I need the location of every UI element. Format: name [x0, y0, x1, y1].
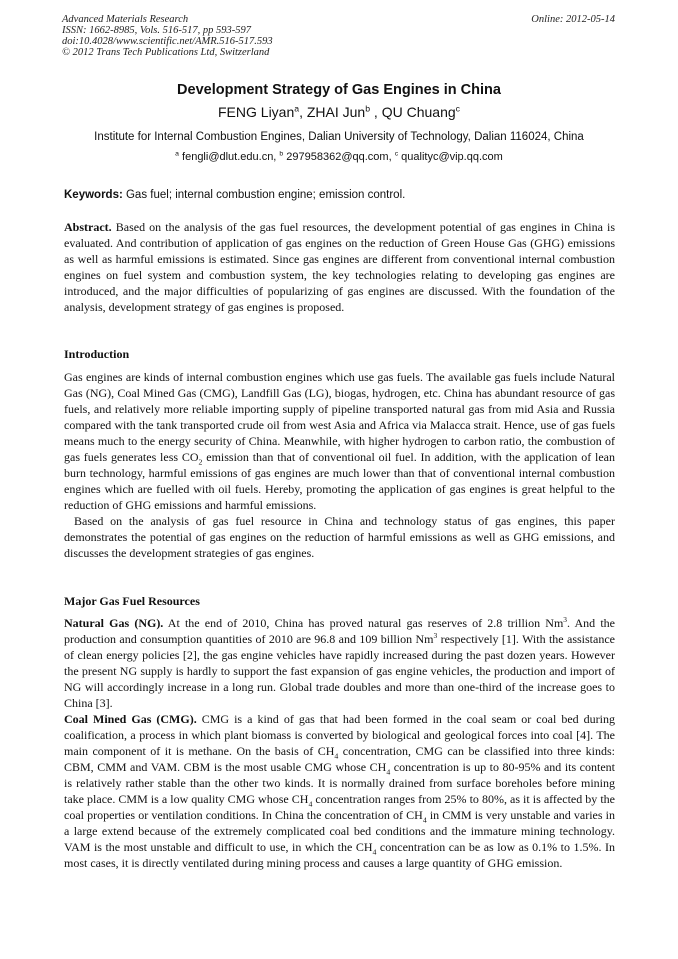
ng-paragraph: Natural Gas (NG). At the end of 2010, China has proved natural gas reserves of 2.8 trillion Nm$^3$. And the production and consumption quantities of 2010 are 96.8 and 109 billion Nm$^3$ respectively [1]. With the assistance of clean energy policies [2], the gas engine vehicles have rapidly increased during the past dozen years. However the present NG supply is hardly to support the fast expansion of gas engine vehicles, the production and import of NG will accordingly increase in a long run. Global trade doubles and more than one-third of the increase goes to China [3]. [64, 615, 615, 710]
abstract-label: Abstract. [64, 220, 112, 234]
paper-title: Development Strategy of Gas Engines in China [177, 82, 501, 98]
email-c-mark: c [394, 150, 399, 158]
abstract-text: Based on the analysis of the gas fuel resources, the development potential of gas engines in China is evaluated. And contribution of application of gas engines on the reduction of Green House Gas (GHG) emissions as well as harmful emissions is estimated. Since gas engines are different from conventional internal combustion engines on fuel system and combustion system, the key technologies relating to developing gas engines are introduced, and the major difficulties of popularizing of gas engines are discussed. With the foundation of the analysis, development strategy of gas engines is proposed. [64, 220, 615, 314]
email-a-mark: a [175, 150, 179, 158]
affiliation: Institute for Internal Combustion Engines, Dalian University of Technology, Dalian 116024, China [94, 131, 584, 143]
author-1: FENG Liyan [218, 104, 295, 120]
author-1-mark: a [294, 103, 300, 114]
author-2-mark: b [365, 103, 371, 114]
email-a[interactable]: fengli@dlut.edu.cn, [178, 151, 280, 163]
keywords-label: Keywords: [64, 189, 123, 201]
email-b[interactable]: 297958362@qq.com, [283, 151, 395, 163]
intro-paragraph-2: Based on the analysis of gas fuel resource in China and technology status of gas engines, this paper demonstrates the potential of gas engines on the reduction of harmful emissions as well as GHG emissions, and discusses the development strategies of gas engines. [64, 514, 615, 560]
cmg-paragraph: Coal Mined Gas (CMG). CMG is a kind of gas that had been formed in the coal seam or coal bed during coalification, a process in which plant biomass is converted by biological and geological forces into coal [4]. The main component of it is methane. On the basis of $CH_4$ concentration, CMG can be classified into three kinds: CBM, CMM and VAM. CBM is the most usable CMG whose $CH_4$ concentration is up to 80-95% and its content is relatively rather stable than the other two kinds. It is normally drained from surface boreholes before mining take place. CMM is a low quality CMG whose $CH_4$ concentration ranges from 25% to 80%, as it is affected by the coal properties or ventilation conditions. In China the concentration of $CH_4$ in CMM is very unstable and varies in a large extend because of the extremely complicated coal bed conditions and the immature mining technology. VAM is the most unstable and difficult to use, in which the $CH_4$ concentration can be as low as 0.1% to 1.5%. In most cases, it is directly ventilated during mining process and causes a large quantity of GHG emission. [64, 712, 616, 870]
author-3: , QU Chuang [370, 104, 456, 120]
section-heading-resources: Major Gas Fuel Resources [64, 594, 200, 608]
email-list [0, 151, 678, 163]
abstract [64, 219, 615, 315]
author-3-mark: c [455, 103, 460, 114]
email-b-mark: b [279, 150, 284, 158]
journal-name: Advanced Materials Research [62, 14, 189, 25]
email-c[interactable]: qualityc@vip.qq.com [398, 151, 503, 163]
keywords-text: Gas fuel; internal combustion engine; emission control. [122, 189, 406, 201]
doi-line[interactable]: doi:10.4028/www.scientific.net/AMR.516-517.593 [62, 36, 273, 47]
author-list [0, 104, 678, 120]
resources-body [64, 615, 615, 871]
online-date: Online: 2012-05-14 [531, 14, 615, 25]
introduction-body [64, 369, 615, 561]
journal-header [62, 14, 273, 58]
keywords [64, 189, 620, 201]
issn-line: ISSN: 1662-8985, Vols. 516-517, pp 593-597 [62, 25, 251, 36]
section-heading-introduction: Introduction [64, 347, 130, 361]
copyright-line: © 2012 Trans Tech Publications Ltd, Switzerland [62, 47, 270, 58]
author-2: , ZHAI Jun [299, 104, 366, 120]
intro-paragraph-1: Gas engines are kinds of internal combustion engines which use gas fuels. The available gas fuels include Natural Gas (NG), Coal Mined Gas (CMG), Landfill Gas (LG), biogas, hydrogen, etc. China has abundant resource of gas fuels, and relatively more reliable importing supply of pipeline transported natural gas from mid Asia and Russia compared with the tank transported crude oil from west Asia and Africa via Malacca strait. Hence, use of gas fuels means much to the energy security of China. Meanwhile, with higher hydrogen to carbon ratio, the combustion of gas fuels generates less $CO_2$ emission than that of conventional oil fuel. In addition, with the application of lean burn technology, harmful emissions of gas engines are much lower than that of conventional internal combustion engines which are fuelled with oil fuels. Hereby, promoting the application of gas engines is great helpful to the reduction of GHG emissions and harmful emissions. [64, 370, 615, 512]
